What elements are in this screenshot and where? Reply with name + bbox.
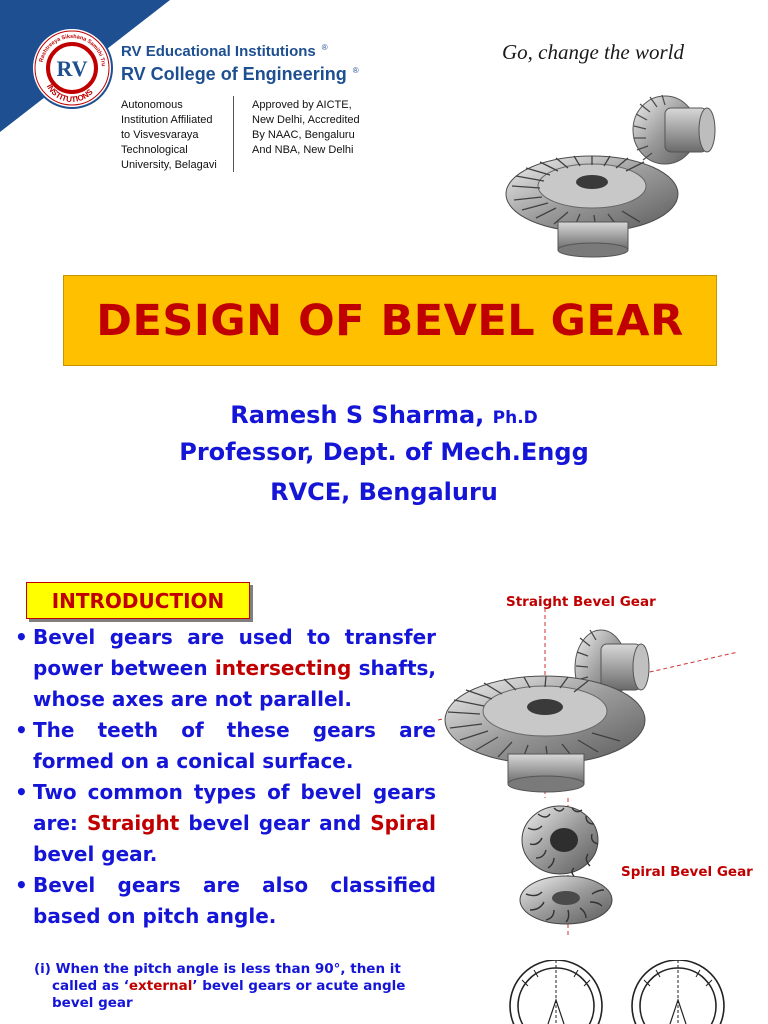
logo-ring-text: Rashtreeya Sikshana Samithi Tru	[38, 33, 106, 67]
intro-heading: INTRODUCTION	[51, 588, 225, 613]
bullet-item: • Bevel gears are also classified based on pitch angle.	[15, 873, 436, 928]
logo-center-text: RV	[56, 56, 88, 81]
registered-mark: ®	[102, 26, 108, 35]
bevel-gear-pair-icon	[500, 82, 720, 260]
page-title: DESIGN OF BEVEL GEAR	[96, 295, 684, 346]
divider	[233, 96, 234, 172]
intro-heading-box	[26, 582, 250, 619]
rv-logo-icon	[30, 26, 114, 110]
bullet-item: • Bevel gears are used to transfer power between intersecting shafts, whose axes are not parallel.	[15, 625, 437, 711]
spiral-bevel-label: Spiral Bevel Gear	[621, 864, 753, 880]
bullet-item: • The teeth of these gears are formed on a conical surface.	[15, 718, 436, 773]
institution-group: RV Educational Institutions ®	[121, 43, 328, 60]
spiral-bevel-gear-icon	[508, 798, 628, 938]
tagline: Go, change the world	[502, 40, 684, 64]
intro-bullets	[14, 622, 436, 932]
author-institute: RVCE, Bengaluru	[270, 478, 498, 506]
straight-bevel-gear-icon	[438, 608, 743, 798]
bevel-gear-section-drawings-icon	[500, 960, 750, 1024]
title-banner	[63, 275, 717, 366]
affiliation-text: Autonomous Institution Affiliated to Visvesvaraya Technological University, Belagavi	[121, 99, 217, 171]
straight-bevel-label: Straight Bevel Gear	[506, 594, 656, 610]
pitch-angle-note: (i) When the pitch angle is less than 90°, then it called as ‘external’ bevel gears or acute angle bevel gear	[34, 961, 406, 1011]
college-name: RV College of Engineering ®	[121, 64, 359, 84]
author-designation: Professor, Dept. of Mech.Engg	[179, 438, 589, 466]
bullet-item: • Two common types of bevel gears are: Straight bevel gear and Spiral bevel gear.	[15, 780, 436, 866]
author-name: Ramesh S Sharma, Ph.D	[230, 401, 538, 429]
approval-text: Approved by AICTE, New Delhi, Accredited By NAAC, Bengaluru And NBA, New Delhi	[252, 99, 360, 156]
logo-bottom-text: INSTITUTIONS	[44, 82, 95, 105]
